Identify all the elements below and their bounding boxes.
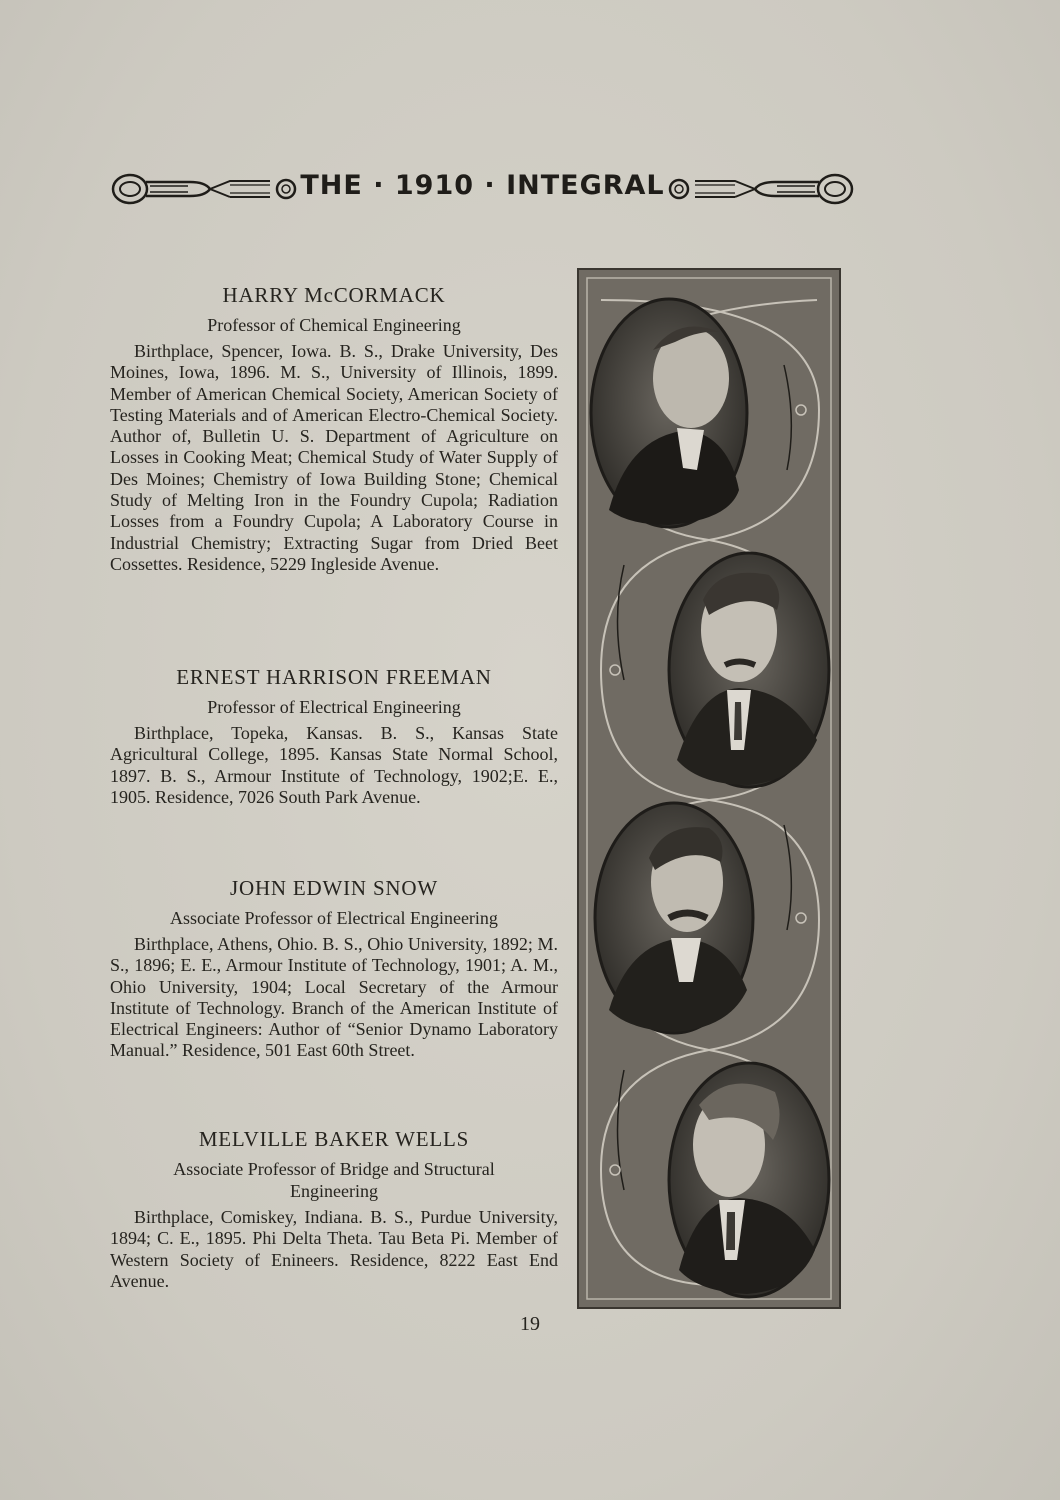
faculty-position: Professor of Chemical Engineering xyxy=(207,315,461,335)
faculty-position: Professor of Electrical Engineering xyxy=(207,697,461,717)
faculty-bio: Birthplace, Topeka, Kansas. B. S., Kansas State Agricultural College, 1895. Kansas State Normal School, 1897. B. S., Armour Institute of Technology, 1902;E. E., 1905. Residence, 7026 South Park Avenue. xyxy=(110,723,558,807)
portrait-panel-art xyxy=(579,270,839,1307)
portrait-ernest-harrison-freeman xyxy=(669,553,829,787)
faculty-name: ERNEST HARRISON FREEMAN xyxy=(176,665,492,689)
header-title: THE · 1910 · INTEGRAL xyxy=(300,170,665,201)
page-number: 19 xyxy=(520,1313,540,1335)
portrait-john-edwin-snow xyxy=(595,803,753,1033)
right-scroll-ornament-icon xyxy=(665,172,855,206)
faculty-bio: Birthplace, Comiskey, Indiana. B. S., Purdue University, 1894; C. E., 1895. Phi Delta Theta. Tau Beta Pi. Member of Western Society of Enineers. Residence, 8222 East End Avenue. xyxy=(110,1207,558,1291)
faculty-name: MELVILLE BAKER WELLS xyxy=(198,1127,470,1151)
faculty-name: HARRY McCORMACK xyxy=(222,283,446,307)
faculty-position: Associate Professor of Electrical Engineering xyxy=(170,908,498,928)
faculty-name: JOHN EDWIN SNOW xyxy=(230,876,438,900)
portrait-panel xyxy=(577,268,841,1309)
faculty-position: Associate Professor of Bridge and Structural Engineering xyxy=(173,1159,495,1201)
faculty-entry xyxy=(110,1127,558,1292)
faculty-entry xyxy=(110,283,558,575)
portrait-melville-baker-wells xyxy=(669,1063,829,1297)
faculty-bio: Birthplace, Athens, Ohio. B. S., Ohio University, 1892; M. S., 1896; E. E., Armour Institute of Technology, 1901; A. M., Ohio University, 1904; Local Secretary of the Armour Institute of Technology. Branch of the American Institute of Electrical Engineers: Author of “Senior Dynamo Laboratory Manual.” Residence, 501 East 60th Street. xyxy=(110,934,558,1061)
faculty-bio: Birthplace, Spencer, Iowa. B. S., Drake University, Des Moines, Iowa, 1896. M. S., University of Illinois, 1899. Member of American Chemical Society, American Society of Testing Materials and of American Electro-Chemical Society. Author of, Bulletin U. S. Department of Agriculture on Losses in Cooking Meat; Chemical Study of Water Supply of Des Moines; Chemistry of Iowa Building Stone; Chemical Study of Melting Iron in the Foundry Cupola; Radiation Losses from a Foundry Cupola; A Laboratory Course in Industrial Chemistry; Extracting Sugar from Dried Beet Cossettes. Residence, 5229 Ingleside Avenue. xyxy=(110,341,558,574)
faculty-entry xyxy=(110,665,558,808)
faculty-entry xyxy=(110,876,558,1062)
portrait-harry-mccormack xyxy=(591,299,747,527)
page-header xyxy=(110,168,855,210)
